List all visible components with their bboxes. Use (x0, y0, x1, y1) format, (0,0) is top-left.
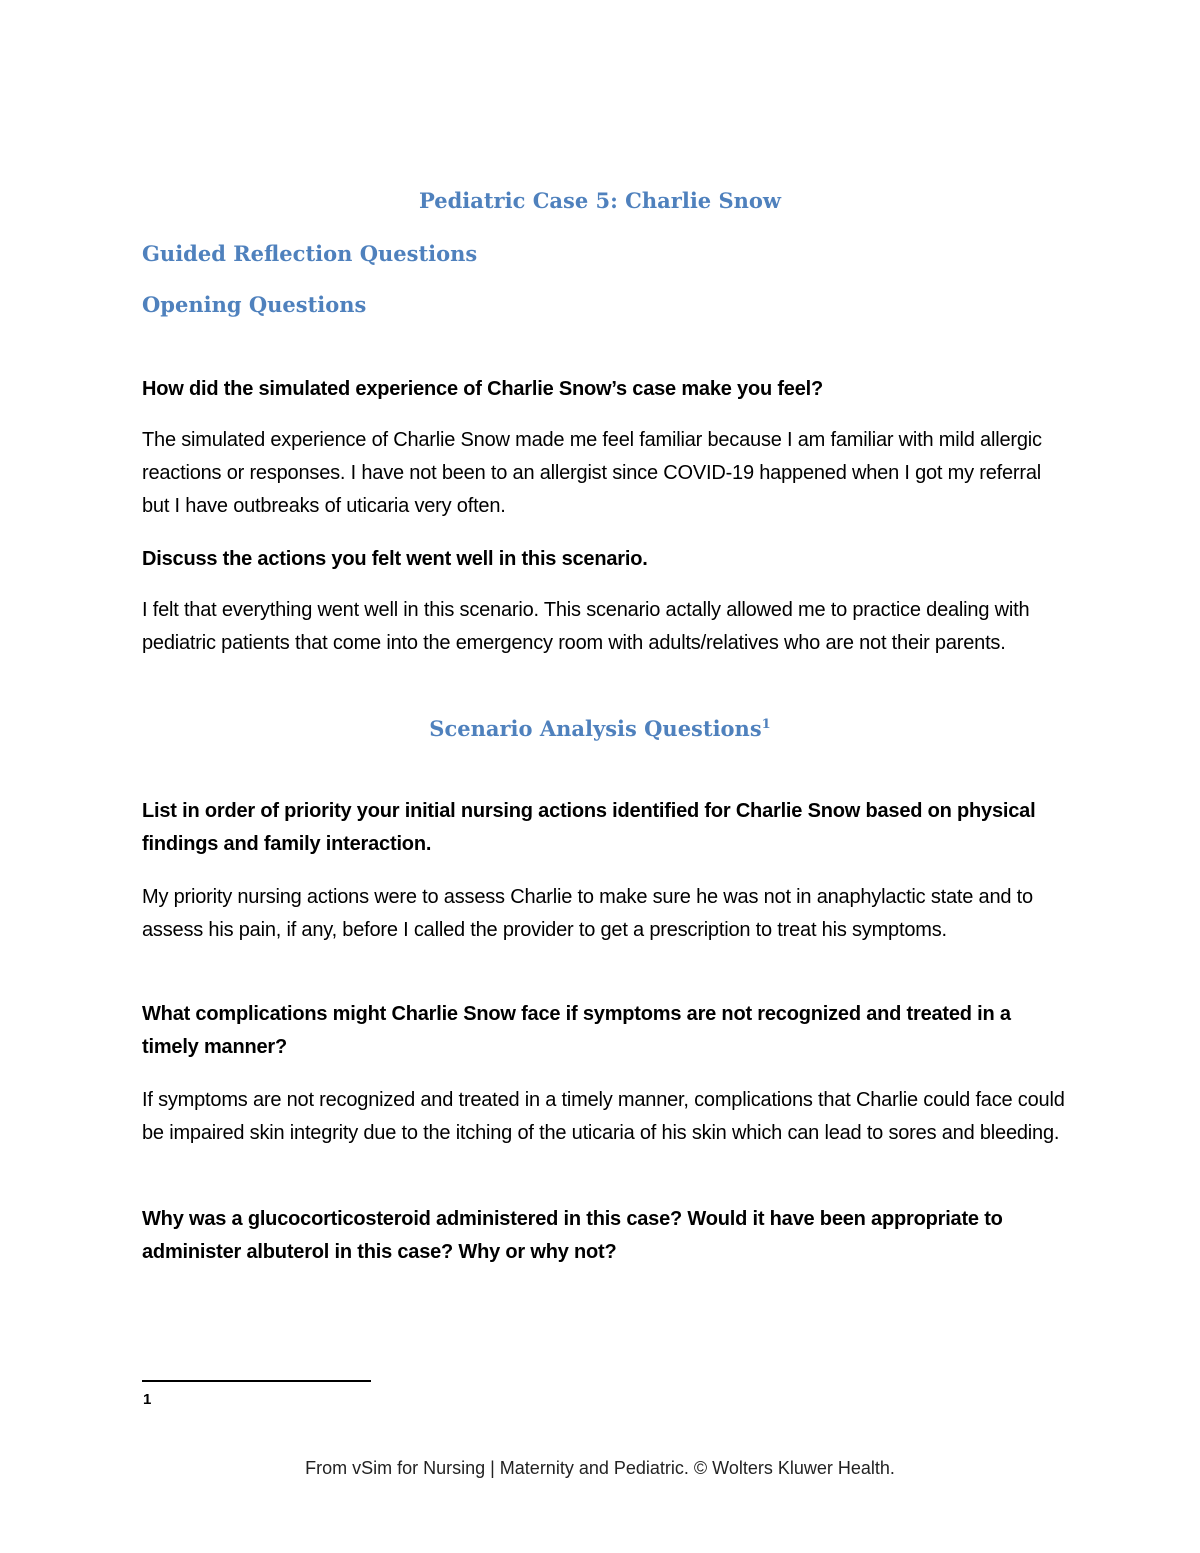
scenario-analysis-heading-text: Scenario Analysis Questions (429, 716, 762, 741)
answer-2: I felt that everything went well in this scenario. This scenario actally allowed me to practice dealing with pediatric patients that come into the emergency room with adults/relatives who are not their parents. (142, 599, 1030, 654)
footnote-reference: 1 (761, 717, 771, 732)
question-1: How did the simulated experience of Charlie Snow’s case make you feel? (142, 378, 824, 400)
question-4: What complications might Charlie Snow face if symptoms are not recognized and treated in a timely manner? (142, 1003, 1011, 1058)
footnote-separator (142, 1380, 371, 1382)
guided-reflection-heading: Guided Reflection Questions (142, 241, 478, 266)
question-5: Why was a glucocorticosteroid administered in this case? Would it have been appropriate to administer albuterol in this case? Why or why not? (142, 1208, 1003, 1263)
answer-3: My priority nursing actions were to assess Charlie to make sure he was not in anaphylactic state and to assess his pain, if any, before I called the provider to get a prescription to treat his symptoms. (142, 886, 1033, 941)
answer-1: The simulated experience of Charlie Snow made me feel familiar because I am familiar with mild allergic reactions or responses. I have not been to an allergist since COVID-19 happened when I got my referral but I have outbreaks of uticaria very often. (142, 429, 1042, 517)
question-3: List in order of priority your initial nursing actions identified for Charlie Snow based on physical findings and family interaction. (142, 800, 1036, 855)
page-footer: From vSim for Nursing | Maternity and Pediatric. © Wolters Kluwer Health. (305, 1458, 895, 1478)
document-title: Pediatric Case 5: Charlie Snow (419, 188, 781, 213)
footnote-number: 1 (143, 1391, 152, 1408)
scenario-analysis-heading (0, 716, 1200, 741)
question-2: Discuss the actions you felt went well in this scenario. (142, 548, 648, 570)
opening-questions-heading: Opening Questions (142, 292, 367, 317)
answer-4: If symptoms are not recognized and treated in a timely manner, complications that Charlie could face could be impaired skin integrity due to the itching of the uticaria of his skin which can lead to sores and bleeding. (142, 1089, 1065, 1144)
